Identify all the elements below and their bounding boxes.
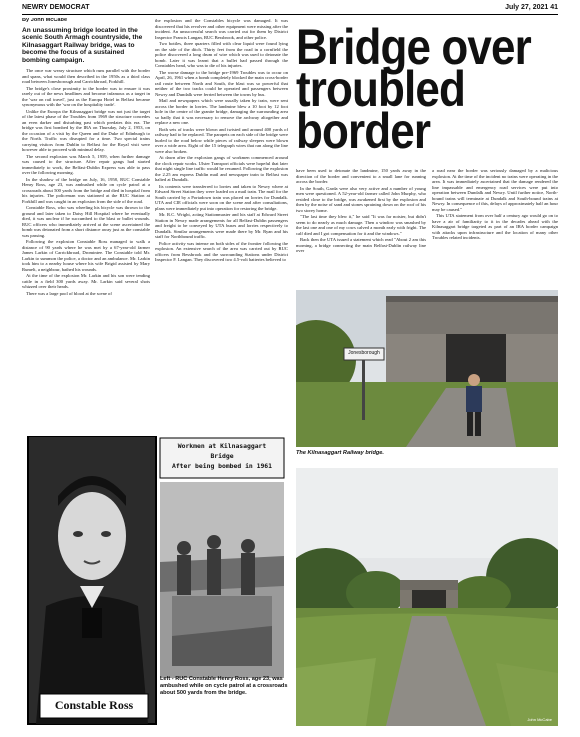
paragraph: Mail and newspapers which were usually taken by train, were sent across the border in lorries. The landmine blew a 10 foot by 12 foot hole in the centre of the granite bridge, damaging the surrounding area so badly that it was necessary to remove the archway altogether and replace a new one. xyxy=(155,98,288,125)
article-column-3 xyxy=(296,168,426,288)
bridge-photo-2 xyxy=(296,468,558,726)
headline-line: troubled xyxy=(296,61,465,117)
plaque-line: Workmen at Kilnasaggart xyxy=(177,442,267,450)
article-lead: An unassuming bridge located in the scenic South Armagh countryside, the Kilnasaggart Railway bridge, was to become the focus of a sustained bombing campaign. xyxy=(22,26,143,64)
photo-credit: John McCabe xyxy=(527,717,552,722)
paragraph: Following the explosion Constable Ross managed to walk a distance of 90 yards where he was met by a 67-year-old farmer James Larkin of Carrickbroad, Dromintee. The Constable told Mr. Larkin to summon the police, a doctor and an ambulance. Mr. Larkin took him to a nearby house where his wife Brigid assisted by Mary Rumelt, a neighbour, bathed his wounds. xyxy=(22,239,150,272)
paragraph: Back then the UTA issued a statement which read "About 2 am this morning, a bridge connecting the main Belfast-Dublin railway line over xyxy=(296,237,426,253)
paragraph: Two bottles, three quarters filled with clear liquid were found lying on the side of the ditch. Thirty feet from the road in a cornfield the police discovered a long drum of wire which was used to detonate the bomb. Later it was learnt that a bullet had passed through the Constables head, who was to die of his injuries. xyxy=(155,41,288,68)
page-header xyxy=(22,3,558,15)
paragraph: In the shadow of the bridge on July, 16, 1958, RUC Constable Henry Ross, age 23, was ambushed while on cycle patrol at a crossroads about 500 yards from the bridge and died in hospital from his injuries. The policeman was stationed at the RUC Station at Forkhill and was caught in an explosion from the side of the road. xyxy=(22,176,150,204)
paragraph: The worse damage to the bridge pre-1969 Troubles was to occur on April, 26, 1961 when a bomb completely blocked the main cross-border rail route between North and South, the blast was so powerful that neither of the two tracks could be operated and passengers between Newry and Dundalk were ferried between the towns by bus. xyxy=(155,69,288,97)
newspaper-name: NEWRY DEMOCRAT xyxy=(22,4,90,11)
paragraph: In the South, Garda were also very active and a number of young men were questioned. A 52-year-old farmer called John Murphy, who resided close to the bridge, was awakened first by the explosion and then by the noise of sand and stones spraining down on the roof of his two storey home. xyxy=(296,185,426,213)
constable-name-label: Constable Ross xyxy=(54,698,134,712)
paragraph: The once war weary structure which runs parallel with the border and spans, what would then described in the 1950s as a third class road between Jonesborough and Carrickbroad, Forkhill. xyxy=(22,68,150,85)
paragraph: Its contents were transferred to lorries and taken to Newry where at Edward Street Station they were loaded on a mail train. The mail for the South carried by a Portadown train was placed on lorries for Dundalk. UTA and CIE officials were soon on the scene and after consultations, plans were immediately put into operation for restoring the bridge. xyxy=(155,183,288,211)
bridge-photo-1-image xyxy=(296,290,558,447)
plaque-line: After being bombed in 1961 xyxy=(171,462,273,470)
paragraph: At dawn after the explosion gangs of workmen commenced around the clock repair works. Ulster Transport officials were hopeful that later that night single line traffic would be resumed. Following the explosion the 2.25 am express Dublin mail and newspaper train to Belfast was halted at Dundalk. xyxy=(155,155,288,182)
bridge-photo-1-caption: The Kilnasaggart Railway bridge. xyxy=(296,450,384,456)
paragraph: "The last time they blew it," he said "It was far noisier, but didn't seem to do nearly as much damage. Then a window was smashed by the last one and one of my cows calved a month early with fright. The calf died and I got compensation for it and the windows." xyxy=(296,214,426,236)
constable-photo-caption: Left - RUC Constable Henry Ross, age 23, was ambushed while on cycle patrol at a crossroads about 500 yards from the bridge. xyxy=(160,676,288,696)
issue-date: July 27, 2021 41 xyxy=(505,4,558,11)
headline-line: border xyxy=(296,103,431,159)
article-column-1 xyxy=(22,18,150,436)
paragraph: The bridge's close proximity to the border was to ensure it was rarely out of the news headlines and become infamous as a target in the 'war on rail travel', just as the Europa Hotel in Belfast became synonymous with the 'war on the hospitality trade'. xyxy=(22,85,150,108)
plaque-line: Bridge xyxy=(210,452,234,460)
bridge-photo-2-image xyxy=(296,468,558,726)
paragraph: a road near the border was seriously damaged by a malicious explosion. At the time of the incident no trains were operating in the area. It was immediately ascertained that the damage rendered the line impassable and emergency road services were put into operation between Dundalk and Newry. Until further notice, North-bound trains will terminate at Dundalk and South-bound trains at Newry. In consequence of this, delays of approximately half an hour may be caused." xyxy=(432,168,558,212)
plaque-text xyxy=(160,441,284,471)
headline-line: Bridge over xyxy=(296,19,531,75)
bridge-photo-1 xyxy=(296,290,558,447)
article-column-2 xyxy=(155,18,288,430)
road-sign-text: Jonesborough xyxy=(348,350,380,356)
paragraph: Police activity was intense on both sides of the frontier following the explosion. An extensive search of the area was carried out by RUC officers from Bessbrook and the surrounding Stations under District Inspector F. Langan. They discovered two 4.5-volt batteries believed to xyxy=(155,240,288,262)
paragraph: The second explosion was March 5, 1959, when further damage was caused to the structure. After repair gangs had started immediately to work, the Belfast-Dublin Express was able to pass over the following morning. xyxy=(22,153,150,176)
paragraph: Constable Ross, who was wheeling his bicycle was thrown to the ground and later taken to Daisy Hill Hospital where he eventually died, it was unclear if he succumbed to the blast or bullet wounds. RUC officers who immediately arrived at the scene ascertained the bomb was detonated from a short distance away just as the constable was passing. xyxy=(22,205,150,238)
paragraph: At the time of the explosion Mr. Larkin and his son were tending cattle in a field 300 yards away. Mr. Larkin said several shots whizzed over their heads. xyxy=(22,273,150,290)
paragraph: Both sets of tracks were blown and twisted and around 400 yards of railway had to be replaced. The parapets on each side of the bridge were hurled to the road below while pieces of railway sleepers were blown over a wide area. Eight of the 15 telegraph wires that ran along the line were also broken. xyxy=(155,126,288,154)
headline xyxy=(296,19,534,159)
paragraph: Mr. R.C. Wright, acting Stationmaster and his staff at Edward Street Station in Newry made arrangements for all Belfast-Dublin passengers and freight to be conveyed by UTA buses and lorries respectively to Dundalk. Similar arrangements were made there by Mr. Ryan and his staff for Northbound traffic. xyxy=(155,212,288,239)
byline: By John McCabe xyxy=(22,18,68,23)
paragraph: Unlike the Europa the Kilnasaggart bridge was not just the target of the latest phase of the Troubles from 1969 the structure concedes an even darker and disturbing past which predates this era. The bridge was first bombed by the IRA on Thursday, July 2, 1953, on the occasion of a visit by the Queen and the Duke of Edinburgh to the North. Traffic was disrupted for a time. Two special trains carrying visitors from Dublin to Belfast for the Royal visit were however able to proceed with minimal delay. xyxy=(22,108,150,153)
paragraph: the explosion and the Constables bicycle was damaged. It was discovered that his revolver and other equipment were missing after the incident. An unsuccessful search was carried out for them by District Inspector Francis Langan, RUC Bessbrook, and other police. xyxy=(155,18,288,40)
paragraph: This UTA statement from over half a century ago would go on to have a air of familiarity to it in the decades ahead with the Kilnasaggart bridge targeted as part of an IRA border campaign with attacks upon infrastructure and the location of many other Troubles related incidents. xyxy=(432,213,558,240)
paragraph: have been used to detonate the landmine, 150 yards away in the direction of the border and convenient to a small lane for running across the border. xyxy=(296,168,426,184)
article-column-4 xyxy=(432,168,558,288)
paragraph: There was a large pool of blood at the scene of xyxy=(26,290,112,296)
